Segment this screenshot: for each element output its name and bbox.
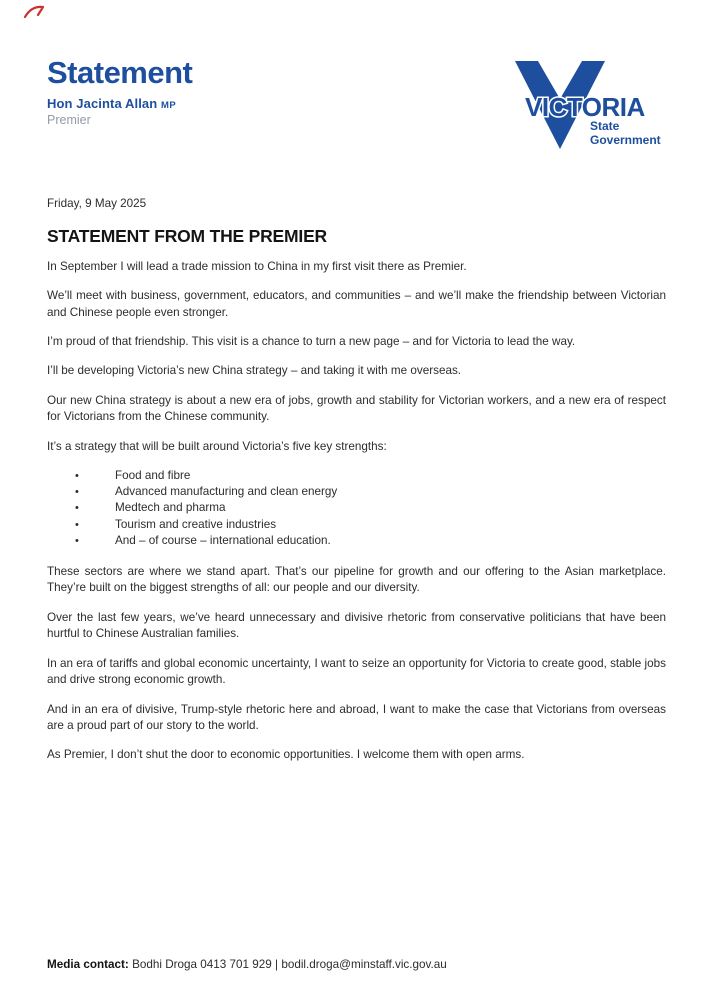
paragraph: Our new China strategy is about a new era of jobs, growth and stability for Victorian workers, and a new era of respect for Victorians from the Chinese community. [47, 393, 666, 424]
list-item [75, 500, 666, 516]
victoria-state-government-logo [510, 58, 668, 153]
logo-sub-line2: Government [590, 133, 661, 147]
bullet-icon: • [75, 534, 79, 547]
paragraph: I’ll be developing Victoria’s new China strategy – and taking it with me overseas. [47, 364, 462, 378]
masthead [47, 55, 192, 127]
paragraph: In an era of tariffs and global economic uncertainty, I want to seize an opportunity for Victoria to create good, stable jobs and drive strong economic growth. [47, 656, 666, 687]
bullet-icon: • [75, 486, 79, 499]
list-item [75, 533, 666, 549]
document-body [47, 196, 666, 777]
paragraph: I’m proud of that friendship. This visit is a chance to turn a new page – and for Victoria to lead the way. [47, 335, 576, 349]
list-item [75, 517, 666, 533]
masthead-title: Statement [47, 55, 193, 90]
paragraph: As Premier, I don’t shut the door to economic opportunities. I welcome them with open arms. [47, 748, 525, 762]
media-contact-footer [47, 957, 447, 973]
list-item-text: Advanced manufacturing and clean energy [115, 485, 338, 499]
bullet-icon: • [75, 518, 79, 531]
logo-brand-text: VICTORIA [525, 92, 645, 122]
list-item [75, 484, 666, 500]
paragraph: It’s a strategy that will be built around Victoria’s five key strengths: [47, 439, 387, 453]
paragraph: In September I will lead a trade mission to China in my first visit there as Premier. [47, 259, 467, 273]
document-date: Friday, 9 May 2025 [47, 197, 147, 210]
media-contact-label: Media contact: [47, 958, 129, 971]
paragraph: We’ll meet with business, government, educators, and communities – and we’ll make the friendship between Victorian and Chinese people even stronger. [47, 289, 666, 319]
media-contact-details: Bodhi Droga 0413 701 929 | bodil.droga@minstaff.vic.gov.au [128, 958, 447, 971]
author-role: Premier [47, 113, 91, 127]
red-scribble-mark [22, 3, 48, 23]
paragraph: And in an era of divisive, Trump-style rhetoric here and abroad, I want to make the case that Victorians from overseas are a proud part of our story to the world. [47, 702, 666, 732]
list-item-text: And – of course – international education. [115, 533, 331, 547]
bullet-icon: • [75, 470, 79, 483]
logo-sub-line1: State [590, 119, 620, 133]
paragraph: These sectors are where we stand apart. That’s our pipeline for growth and our offering to the Asian marketplace. They’re built on the biggest strengths of all: our people and our diversity. [47, 565, 666, 595]
key-strengths-list [47, 468, 666, 549]
author-postnominal: MP [161, 100, 177, 111]
list-item-text: Tourism and creative industries [115, 517, 277, 531]
list-item-text: Medtech and pharma [115, 501, 226, 515]
list-item [75, 468, 666, 484]
paragraph: Over the last few years, we’ve heard unnecessary and divisive rhetoric from conservative politicians that have been hurtful to Chinese Australian families. [47, 610, 666, 641]
list-item-text: Food and fibre [115, 469, 191, 483]
author-name [47, 96, 192, 111]
bullet-icon: • [75, 502, 79, 515]
document-title: STATEMENT FROM THE PREMIER [47, 226, 327, 247]
author-name-text: Hon Jacinta Allan [47, 96, 162, 111]
